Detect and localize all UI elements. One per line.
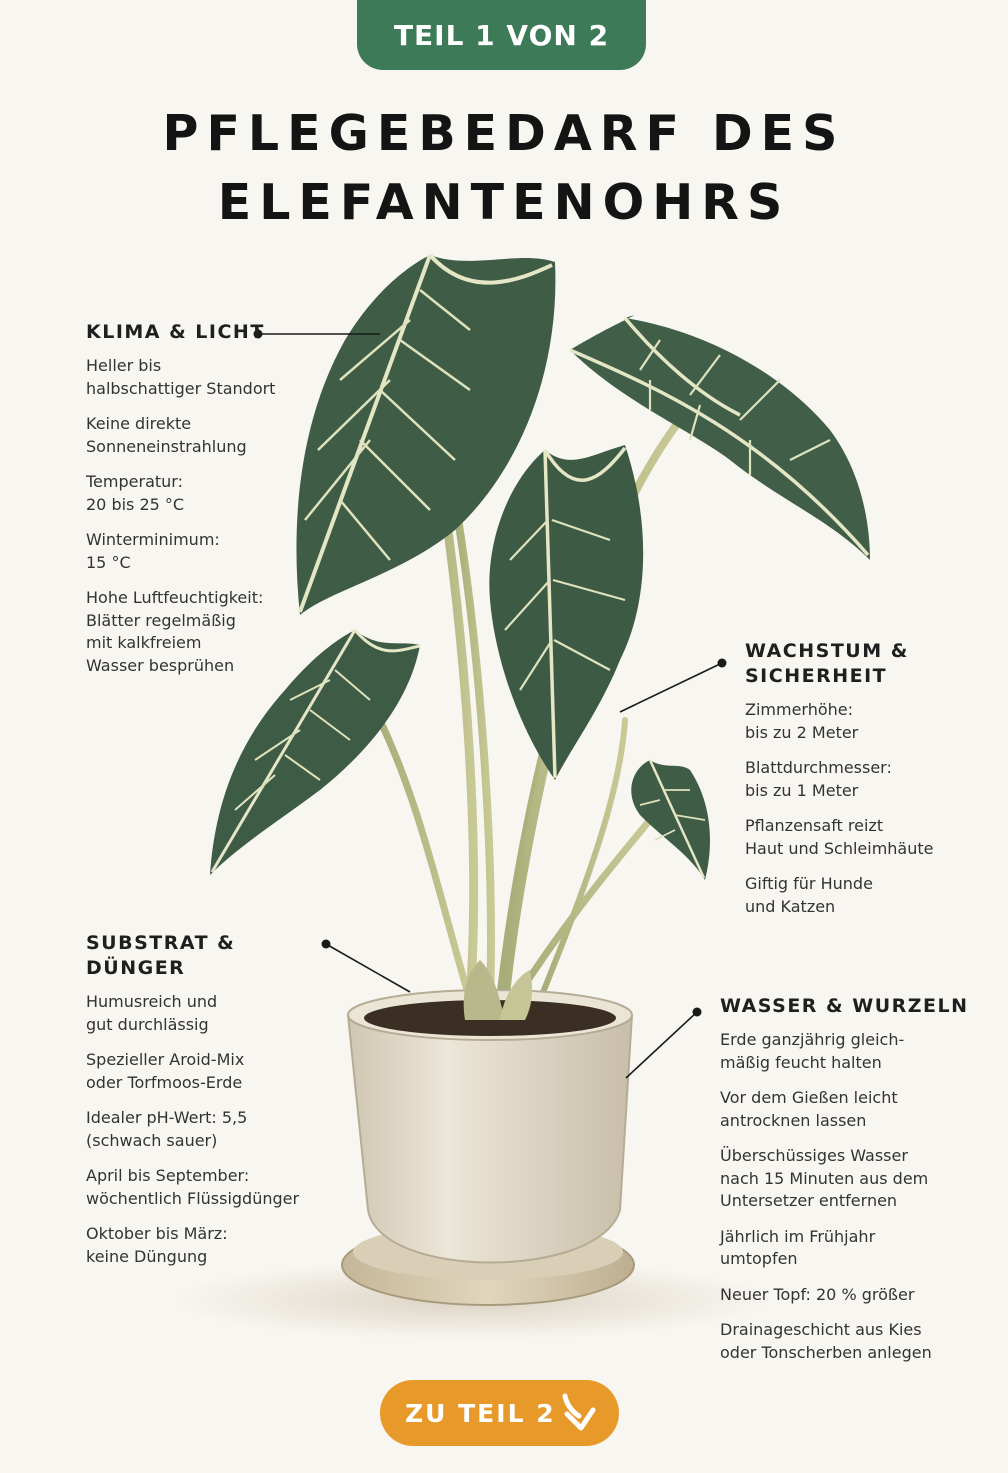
list-item: Erde ganzjährig gleich- mäßig feucht halten [720, 1030, 905, 1072]
list-item: Drainageschicht aus Kies oder Tonscherben anlegen [720, 1320, 932, 1362]
section-wachstum-sicherheit [745, 639, 975, 931]
section-heading: SUBSTRAT & DÜNGER [86, 932, 236, 979]
list-item: Idealer pH-Wert: 5,5 (schwach sauer) [86, 1108, 248, 1150]
next-part-button[interactable] [380, 1380, 619, 1446]
list-item: Pflanzensaft reizt Haut und Schleimhäute [745, 816, 934, 858]
leaf-center [489, 445, 643, 780]
next-part-button-label: ZU TEIL 2 [405, 1398, 556, 1428]
list-item: Winterminimum: 15 °C [86, 530, 220, 572]
list-item: Keine direkte Sonneneinstrahlung [86, 414, 247, 456]
list-item: April bis September: wöchentlich Flüssigdünger [86, 1166, 300, 1208]
list-item: Überschüssiges Wasser nach 15 Minuten aus dem Untersetzer entfernen [720, 1146, 929, 1210]
section-heading: WACHSTUM & SICHERHEIT [745, 640, 909, 687]
section-heading: WASSER & WURZELN [720, 995, 969, 1017]
arrow-down-right-icon [557, 1392, 597, 1434]
list-item: Hohe Luftfeuchtigkeit: Blätter regelmäßig mit kalkfreiem Wasser besprühen [86, 588, 264, 675]
page-title-line-2: ELEFANTENOHRS [217, 174, 791, 231]
list-item: Vor dem Gießen leicht antrocknen lassen [720, 1088, 898, 1130]
page-title-line-1: PFLEGEBEDARF DES [162, 105, 846, 162]
section-klima-licht [86, 320, 346, 690]
list-item: Zimmerhöhe: bis zu 2 Meter [745, 700, 859, 742]
list-item: Neuer Topf: 20 % größer [720, 1284, 915, 1304]
leaf-small-right [631, 760, 710, 880]
section-wasser-wurzeln [720, 994, 990, 1377]
plant-pot [348, 1008, 632, 1263]
list-item: Temperatur: 20 bis 25 °C [86, 472, 185, 514]
list-item: Heller bis halbschattiger Standort [86, 356, 276, 398]
list-item: Giftig für Hunde und Katzen [745, 874, 873, 916]
part-badge-label: TEIL 1 VON 2 [393, 18, 610, 52]
section-heading: KLIMA & LICHT [86, 321, 265, 343]
list-item: Spezieller Aroid-Mix oder Torfmoos-Erde [86, 1050, 245, 1092]
list-item: Blattdurchmesser: bis zu 1 Meter [745, 758, 892, 800]
list-item: Oktober bis März: keine Düngung [86, 1224, 228, 1266]
list-item: Jährlich im Frühjahr umtopfen [720, 1226, 876, 1268]
list-item: Humusreich und gut durchlässig [86, 992, 218, 1034]
section-substrat-duenger [86, 931, 326, 1281]
